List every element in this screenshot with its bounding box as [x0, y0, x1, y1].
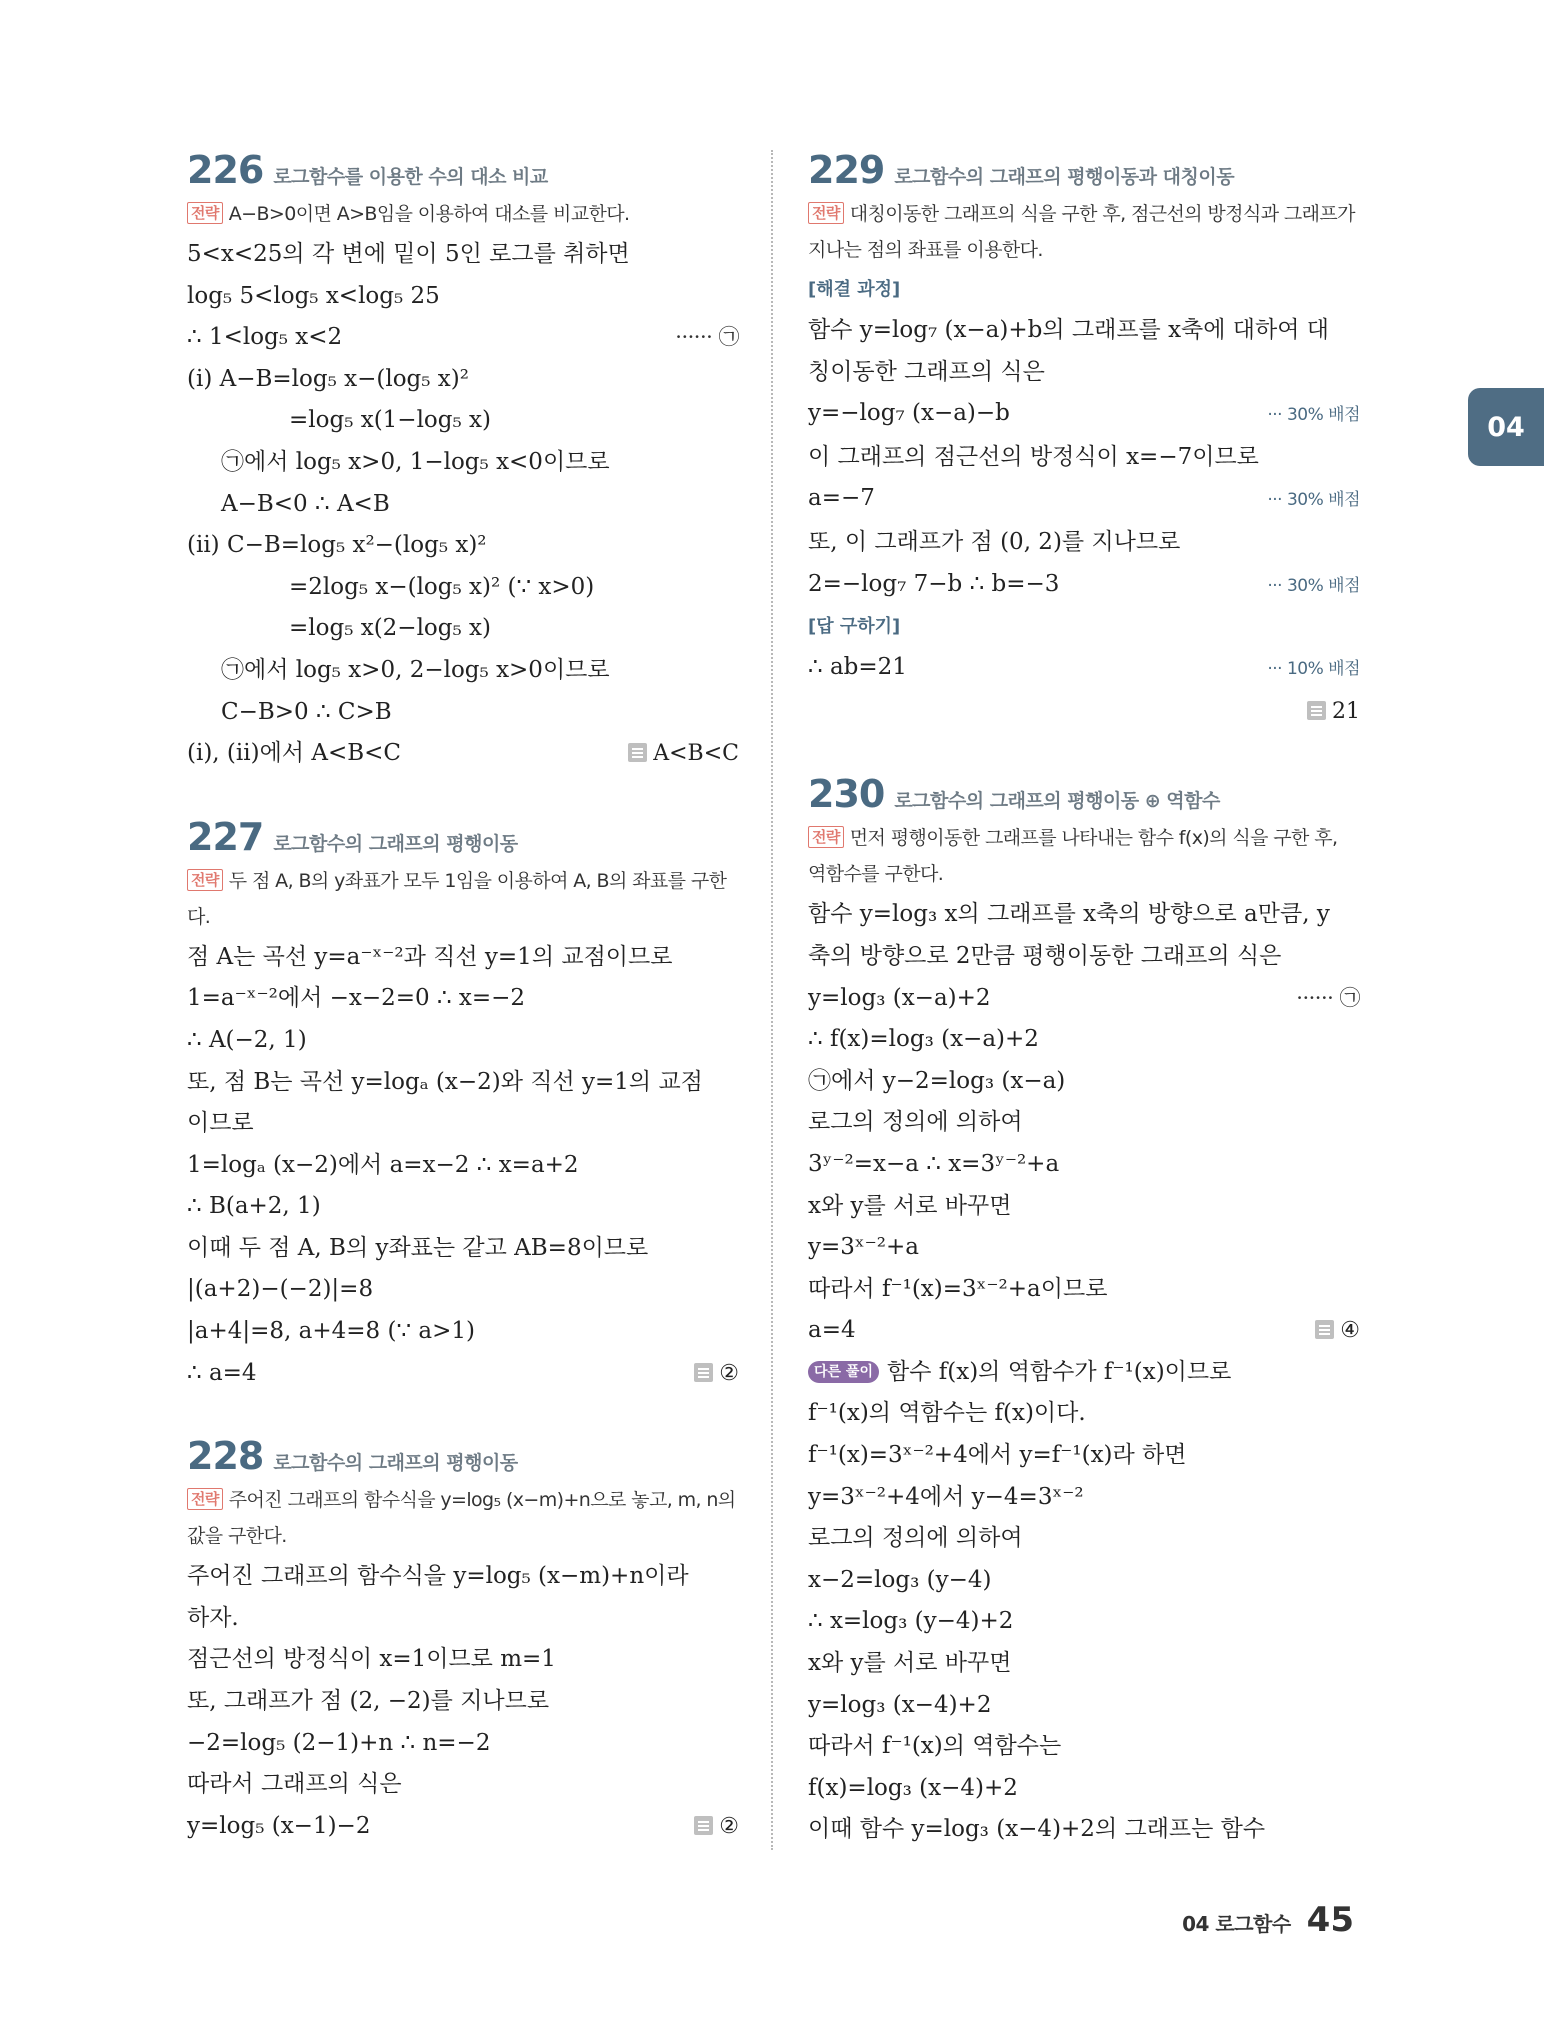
strategy-tag: 전략 [808, 202, 844, 224]
solution-text [808, 1643, 1011, 1685]
solution-line [808, 1518, 1360, 1560]
problem-230 [808, 772, 1360, 1851]
math-text: log₅ 5<log₅ x<log₅ 25 [187, 282, 440, 309]
solution-text [808, 1310, 856, 1352]
solution-text [808, 437, 1259, 479]
equation-marker: ······ ㉠ [675, 325, 739, 350]
math-text: 따라서 f⁻¹(x)=3ˣ⁻²+a이므로 [808, 1275, 1108, 1302]
math-text: 함수 y=log₃ x의 그래프를 x축의 방향으로 a만큼, y [808, 901, 1330, 928]
math-text: x와 y를 서로 바꾸면 [808, 1650, 1012, 1677]
solution-text [187, 692, 392, 734]
solution-text [187, 1311, 475, 1353]
problem-title: 로그함수의 그래프의 평행이동 ⊕ 역함수 [894, 790, 1220, 813]
strategy-text: 주어진 그래프의 함수식을 y=log₅ (x−m)+n으로 놓고, m, n의 값을 구한다. [187, 1489, 736, 1548]
solution-line [187, 1228, 739, 1270]
solution-text [187, 650, 610, 692]
math-text: =2log₅ x−(log₅ x)² (∵ x>0) [289, 573, 595, 600]
math-text: (i) A−B=log₅ x−(log₅ x)² [187, 365, 469, 392]
step-label: [답 구하기] [808, 616, 901, 638]
math-text: f(x)=log₃ (x−4)+2 [808, 1774, 1018, 1801]
strategy-line [808, 820, 1360, 892]
solution-line [808, 1560, 1360, 1602]
math-text: ∴ a=4 [187, 1359, 257, 1386]
solution-text [808, 647, 907, 689]
solution-line [808, 1726, 1360, 1768]
solution-line [808, 1809, 1360, 1851]
solution-line [187, 1311, 739, 1353]
math-text: x와 y를 서로 바꾸면 [808, 1192, 1012, 1219]
solution-text [808, 1768, 1018, 1810]
solution-line [808, 352, 1360, 394]
solution-text [808, 936, 1281, 978]
solution-text [187, 1103, 254, 1145]
alt-solution-tag: 다른 풀이 [808, 1361, 879, 1383]
footer-chapter-label: 04 로그함수 [1182, 1912, 1291, 1936]
math-text: a=−7 [808, 485, 875, 512]
math-text: 이때 두 점 A, B의 y좌표는 같고 AB=8이므로 [187, 1234, 649, 1261]
solution-text [808, 1144, 1059, 1186]
solution-text [187, 1269, 373, 1311]
solution-line [808, 1269, 1360, 1311]
answer-value: 21 [1332, 698, 1360, 724]
solution-line [808, 1601, 1360, 1643]
solution-line [187, 317, 739, 359]
solution-line [808, 1061, 1360, 1103]
final-answer [1307, 691, 1360, 733]
solution-line [187, 1681, 739, 1723]
strategy-line [187, 1482, 739, 1554]
chapter-side-tab[interactable]: 04 [1468, 388, 1544, 466]
problem-title: 로그함수를 이용한 수의 대소 비교 [273, 166, 548, 188]
solution-text [808, 1019, 1039, 1061]
answer-value: ② [719, 1813, 739, 1839]
solution-text [187, 1353, 257, 1395]
solution-text [808, 1102, 1023, 1144]
math-text: =log₅ x(1−log₅ x) [289, 407, 491, 434]
solution-text [808, 564, 1059, 606]
math-text: =log₅ x(2−log₅ x) [289, 615, 491, 642]
solution-line [187, 692, 739, 734]
page-number: 45 [1306, 1900, 1354, 1940]
math-text: ∴ A(−2, 1) [187, 1026, 307, 1053]
solution-text [808, 1269, 1107, 1311]
math-text: ∴ B(a+2, 1) [187, 1193, 321, 1220]
math-text: y=−log₇ (x−a)−b [808, 400, 1010, 427]
solution-text [187, 234, 630, 276]
solution-text [187, 1681, 549, 1723]
solution-line [187, 650, 739, 692]
problem-title: 로그함수의 그래프의 평행이동 [273, 1452, 518, 1475]
solution-line [187, 359, 739, 401]
math-text: 축의 방향으로 2만큼 평행이동한 그래프의 식은 [808, 942, 1282, 969]
solution-text [187, 937, 672, 979]
answer-value: ④ [1340, 1318, 1360, 1344]
strategy-tag: 전략 [187, 869, 223, 891]
left-column [187, 148, 739, 1887]
score-note: ··· 10% 배점 [1267, 659, 1360, 680]
solution-text [808, 1435, 1186, 1477]
solution-line [187, 1020, 739, 1062]
final-answer [694, 1353, 739, 1395]
math-text: 5<x<25의 각 변에 밑이 5인 로그를 취하면 [187, 241, 630, 267]
math-text: 로그의 정의에 의하여 [808, 1525, 1023, 1552]
solution-line [808, 437, 1360, 479]
solution-line [187, 1186, 739, 1228]
strategy-text: 두 점 A, B의 y좌표가 모두 1임을 이용하여 A, B의 좌표를 구한다. [187, 869, 727, 928]
final-answer [1315, 1310, 1360, 1352]
solution-text [808, 1352, 1231, 1394]
solution-line [808, 1643, 1360, 1685]
solution-line [808, 1393, 1360, 1435]
solution-text [187, 1556, 689, 1598]
solution-line [187, 1062, 739, 1104]
strategy-text: 대칭이동한 그래프의 식을 구한 후, 점근선의 방정식과 그래프가 지나는 점의 좌표를 이용한다. [808, 203, 1355, 261]
problem-title: 로그함수의 그래프의 평행이동 [273, 832, 518, 855]
solution-text [808, 1685, 991, 1727]
solution-text [187, 525, 487, 567]
strategy-text: A−B>0이면 A>B임을 이용하여 대소를 비교한다. [228, 203, 630, 225]
solution-text [808, 1227, 919, 1269]
solution-line [808, 1768, 1360, 1810]
solution-text [187, 1806, 370, 1848]
solution-line [187, 1806, 739, 1848]
math-text: 이 그래프의 점근선의 방정식이 x=−7이므로 [808, 443, 1259, 470]
math-text: y=log₅ (x−1)−2 [187, 1812, 371, 1839]
solution-line [808, 1144, 1360, 1186]
math-text: 1=a⁻ˣ⁻²에서 −x−2=0 ∴ x=−2 [187, 985, 526, 1012]
solution-text [187, 978, 525, 1020]
solution-line [808, 936, 1360, 978]
math-text: 또, 점 B는 곡선 y=logₐ (x−2)와 직선 y=1의 교점 [187, 1068, 703, 1095]
math-text: 칭이동한 그래프의 식은 [808, 358, 1045, 385]
solution-text [187, 359, 469, 401]
math-text: 따라서 f⁻¹(x)의 역함수는 [808, 1733, 1062, 1760]
math-text: y=3ˣ⁻²+a [808, 1234, 919, 1261]
problem-number: 226 [187, 148, 264, 192]
math-text: 따라서 그래프의 식은 [187, 1771, 402, 1798]
solution-text [808, 1809, 1265, 1851]
math-text: 3ʸ⁻²=x−a ∴ x=3ʸ⁻²+a [808, 1150, 1060, 1177]
solution-line [187, 1353, 739, 1395]
solution-text [187, 1062, 703, 1104]
solution-text [808, 978, 991, 1020]
solution-line [187, 525, 739, 567]
solution-line [187, 1639, 739, 1681]
solution-text [187, 442, 610, 484]
score-note: ··· 30% 배점 [1267, 490, 1360, 511]
solution-text [187, 608, 491, 650]
math-text: 이므로 [187, 1110, 254, 1137]
solution-line [187, 978, 739, 1020]
math-text: 또, 이 그래프가 점 (0, 2)를 지나므로 [808, 528, 1181, 555]
solution-line [808, 1435, 1360, 1477]
math-text: y=log₃ (x−4)+2 [808, 1691, 992, 1718]
solution-text [808, 894, 1330, 936]
math-text: y=3ˣ⁻²+4에서 y−4=3ˣ⁻² [808, 1483, 1084, 1510]
solution-text [187, 1598, 239, 1640]
math-text: C−B>0 ∴ C>B [221, 698, 392, 725]
problem-number: 230 [808, 772, 885, 817]
solution-line [808, 522, 1360, 564]
math-text: x−2=log₃ (y−4) [808, 1566, 992, 1593]
solution-line [808, 1352, 1360, 1394]
math-text: |a+4|=8, a+4=8 (∵ a>1) [187, 1318, 475, 1345]
math-text: 2=−log₇ 7−b ∴ b=−3 [808, 570, 1060, 597]
solution-text [808, 352, 1045, 394]
strategy-line [187, 196, 739, 232]
math-text: (ii) C−B=log₅ x²−(log₅ x)² [187, 532, 487, 559]
strategy-tag: 전략 [187, 1488, 223, 1510]
problem-number: 228 [187, 1434, 264, 1479]
problem-227 [187, 815, 739, 1395]
solution-text [187, 567, 594, 609]
math-text: f⁻¹(x)=3ˣ⁻²+4에서 y=f⁻¹(x)라 하면 [808, 1442, 1187, 1469]
math-text: ㉠에서 log₅ x>0, 1−log₅ x<0이므로 [221, 448, 610, 475]
math-text: A−B<0 ∴ A<B [221, 490, 390, 517]
problem-229 [808, 148, 1360, 732]
solution-text [808, 1477, 1084, 1519]
strategy-line [808, 196, 1360, 268]
solution-line [187, 234, 739, 276]
solution-line [187, 1764, 739, 1806]
math-text: y=log₃ (x−a)+2 [808, 984, 991, 1011]
solution-line [808, 1310, 1360, 1352]
solution-text [808, 1518, 1023, 1560]
page-footer [1182, 1900, 1354, 1940]
solution-text [808, 1061, 1065, 1103]
solution-line [808, 1477, 1360, 1519]
math-text: ∴ x=log₃ (y−4)+2 [808, 1608, 1014, 1635]
answer-value: ② [719, 1360, 739, 1386]
solution-line [187, 608, 739, 650]
solution-text [187, 1639, 556, 1681]
solution-line [187, 276, 739, 318]
solution-line [187, 400, 739, 442]
math-text: ∴ f(x)=log₃ (x−a)+2 [808, 1026, 1039, 1053]
solution-line [808, 393, 1360, 437]
solution-text [187, 484, 390, 526]
math-text: −2=log₅ (2−1)+n ∴ n=−2 [187, 1729, 491, 1756]
math-text: (i), (ii)에서 A<B<C [187, 740, 401, 767]
math-text: ㉠에서 log₅ x>0, 2−log₅ x>0이므로 [221, 656, 610, 683]
problem-header [187, 148, 739, 192]
solution-line [187, 1598, 739, 1640]
solution-line [808, 978, 1360, 1020]
solution-text [187, 1723, 490, 1765]
math-text: a=4 [808, 1317, 856, 1344]
solution-line [808, 1019, 1360, 1061]
solution-text [808, 1726, 1061, 1768]
problem-number: 229 [808, 148, 885, 192]
problem-228 [187, 1434, 739, 1847]
solution-line [808, 1685, 1360, 1727]
solution-text [808, 1393, 1086, 1435]
problem-header [187, 1434, 739, 1478]
math-text: 1=logₐ (x−2)에서 a=x−2 ∴ x=a+2 [187, 1151, 579, 1178]
right-column [808, 148, 1360, 1891]
solution-text [187, 276, 440, 318]
strategy-tag: 전략 [808, 826, 844, 848]
answer-icon [628, 743, 647, 762]
answer-icon [1307, 701, 1326, 720]
solution-text [808, 393, 1010, 435]
math-text: 점근선의 방정식이 x=1이므로 m=1 [187, 1646, 556, 1673]
step-label: [해결 과정] [808, 279, 901, 300]
math-text: 또, 그래프가 점 (2, −2)를 지나므로 [187, 1688, 550, 1715]
score-note: ··· 30% 배점 [1267, 405, 1360, 426]
solution-line [808, 310, 1360, 352]
solution-line [187, 937, 739, 979]
solution-text [808, 1560, 991, 1602]
final-answer [628, 733, 739, 775]
math-text: |(a+2)−(−2)|=8 [187, 1276, 374, 1303]
solution-text [187, 317, 342, 359]
solution-line [187, 1269, 739, 1311]
math-text: 하자. [187, 1604, 239, 1631]
solution-text [808, 478, 875, 520]
solution-line [808, 1186, 1360, 1228]
solution-line [187, 484, 739, 526]
math-text: f⁻¹(x)의 역함수는 f(x)이다. [808, 1400, 1086, 1427]
solution-line [187, 1145, 739, 1187]
solution-line [808, 478, 1360, 522]
math-text: 함수 y=log₇ (x−a)+b의 그래프를 x축에 대하여 대 [808, 317, 1329, 343]
answer-icon [1315, 1320, 1334, 1339]
problem-header [808, 148, 1360, 192]
solution-line [808, 894, 1360, 936]
problem-title: 로그함수의 그래프의 평행이동과 대칭이동 [894, 166, 1235, 188]
solution-text [808, 310, 1329, 352]
strategy-line [187, 863, 739, 935]
solution-line [187, 1723, 739, 1765]
solution-line [187, 567, 739, 609]
solution-text [808, 1186, 1011, 1228]
answer-icon [694, 1816, 713, 1835]
column-divider [771, 150, 773, 1850]
math-text: ∴ 1<log₅ x<2 [187, 324, 343, 351]
solution-line [187, 442, 739, 484]
solution-text [187, 1020, 307, 1062]
math-text: ∴ ab=21 [808, 654, 907, 681]
solution-line [808, 647, 1360, 691]
solution-line [808, 1227, 1360, 1269]
solution-text [187, 733, 401, 775]
solution-text [187, 1145, 579, 1187]
equation-marker: ······ ㉠ [1296, 985, 1360, 1010]
solution-text [187, 400, 491, 442]
solution-text [808, 1601, 1013, 1643]
solution-text [187, 1764, 402, 1806]
solution-text [187, 1228, 648, 1270]
problem-header [187, 815, 739, 859]
final-answer [694, 1806, 739, 1848]
math-text: 함수 f(x)의 역함수가 f⁻¹(x)이므로 [886, 1358, 1232, 1385]
answer-value: A<B<C [653, 741, 739, 767]
solution-line [808, 1102, 1360, 1144]
strategy-text: 먼저 평행이동한 그래프를 나타내는 함수 f(x)의 식을 구한 후, 역함수를 구한다. [808, 827, 1338, 886]
problem-226 [187, 148, 739, 775]
solution-line [808, 691, 1360, 733]
problem-number: 227 [187, 814, 264, 859]
math-text: 점 A는 곡선 y=a⁻ˣ⁻²과 직선 y=1의 교점이므로 [187, 943, 673, 970]
solution-line [187, 1103, 739, 1145]
solution-text [808, 522, 1180, 564]
solution-text [187, 1186, 321, 1228]
solution-line [187, 1556, 739, 1598]
math-text: ㉠에서 y−2=log₃ (x−a) [808, 1067, 1066, 1094]
problem-header [808, 772, 1360, 816]
math-text: 주어진 그래프의 함수식을 y=log₅ (x−m)+n이라 [187, 1563, 689, 1590]
solution-line [187, 733, 739, 775]
math-text: 로그의 정의에 의하여 [808, 1109, 1023, 1136]
score-note: ··· 30% 배점 [1267, 575, 1360, 596]
math-text: 이때 함수 y=log₃ (x−4)+2의 그래프는 함수 [808, 1816, 1266, 1843]
solution-line [808, 564, 1360, 608]
answer-icon [694, 1363, 713, 1382]
strategy-tag: 전략 [187, 202, 223, 224]
